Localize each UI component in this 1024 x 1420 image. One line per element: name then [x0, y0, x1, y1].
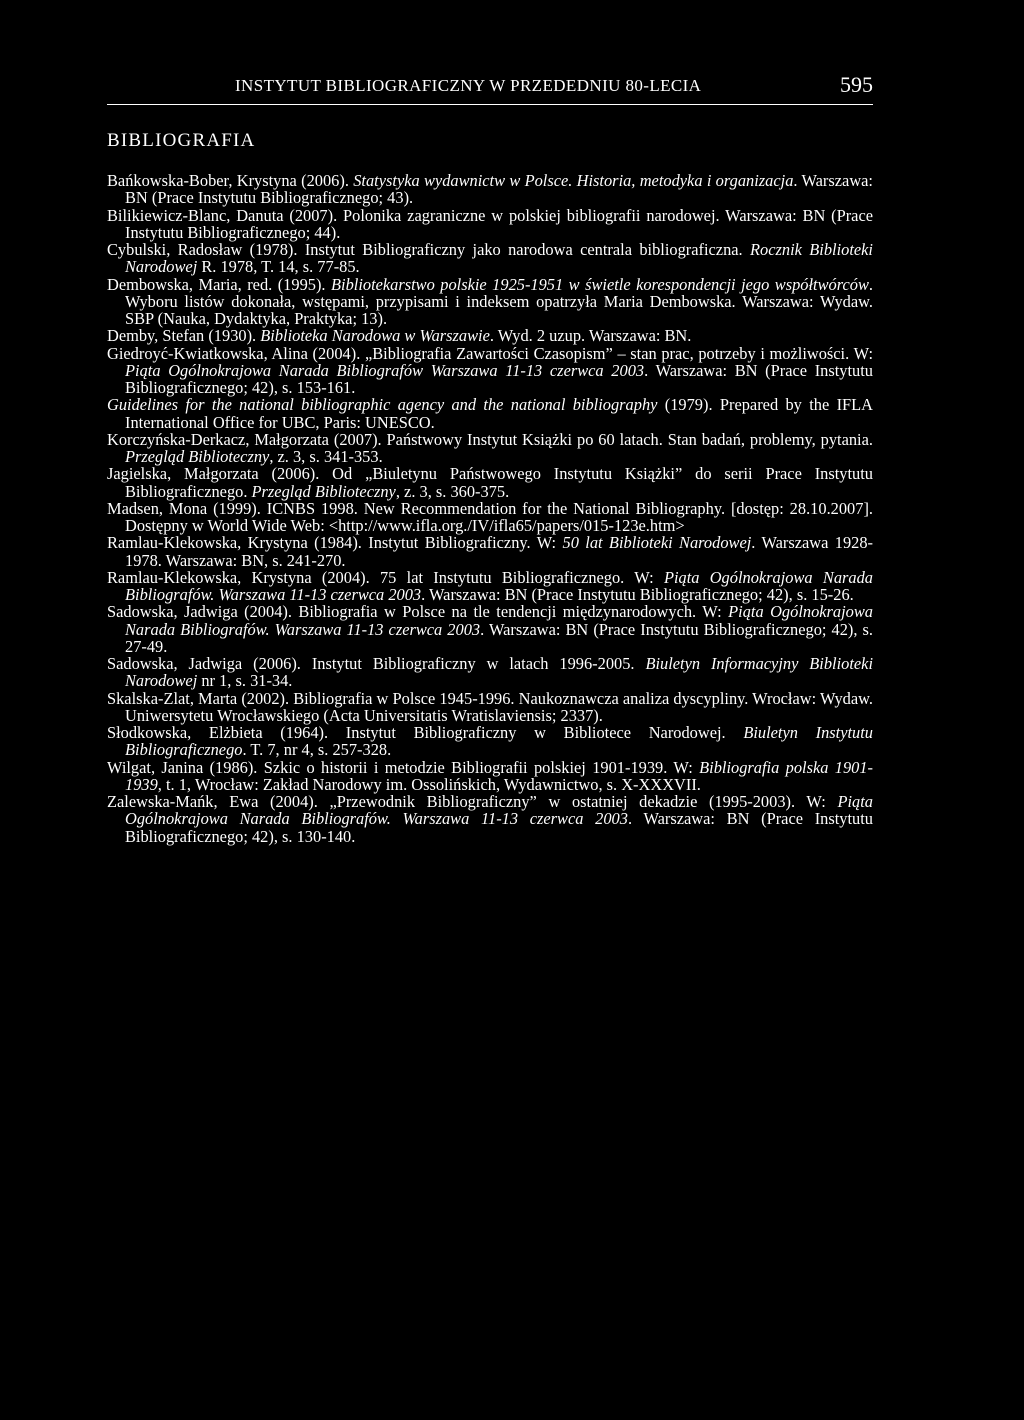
- bibliography-entry: [107, 498, 873, 535]
- bibliography-entry: [107, 654, 873, 691]
- bibliography-entry: [107, 171, 873, 208]
- running-header: [107, 72, 873, 105]
- entry-text: Korczyńska-Derkacz, Małgorzata (2007). Państwowy Instytut Książki po 60 latach. Stan badań, problemy, pytania.: [107, 429, 873, 449]
- entry-text: Bańkowska-Bober, Krystyna (2006).: [107, 171, 354, 190]
- entry-title-italic: Biuletyn Informacyjny Biblioteki Narodowej: [125, 654, 873, 691]
- entry-title-italic: Bibliografia polska 1901-1939: [125, 757, 873, 794]
- bibliography-entry: [107, 792, 873, 846]
- entry-title-italic: Piąta Ogólnokrajowa Narada Bibliografów. Warszawa 11-13 czerwca 2003: [125, 567, 873, 604]
- entry-title-italic: Piąta Ogólnokrajowa Narada Bibliografów. Warszawa 11-13 czerwca 2003: [125, 602, 873, 639]
- entry-text: Jagielska, Małgorzata (2006). Od „Biuletynu Państwowego Instytutu Książki” do serii Prace Instytutu Bibliograficznego.: [107, 464, 873, 501]
- bibliography-entry: [107, 395, 873, 432]
- bibliography-entry: [107, 602, 873, 656]
- bibliography-entry: [107, 464, 873, 501]
- entry-text: . Warszawa: BN (Prace Instytutu Bibliograficznego; 42), s. 27-49.: [125, 619, 873, 656]
- entry-text: Ramlau-Klekowska, Krystyna (2004). 75 lat Instytutu Bibliograficznego. W:: [107, 567, 664, 587]
- entry-text: . Warszawa 1928-1978. Warszawa: BN, s. 241-270.: [125, 533, 873, 570]
- entry-text: nr 1, s. 31-34.: [197, 671, 293, 691]
- entry-text: Ramlau-Klekowska, Krystyna (1984). Instytut Bibliograficzny. W:: [107, 533, 563, 553]
- entry-text: Madsen, Mona (1999). ICNBS 1998. New Recommendation for the National Bibliography. [dostęp: 28.10.2007]. Dostępny w World Wide Web: <http://www.ifla.org./IV/ifla65/papers/015-123e.htm>: [107, 498, 873, 535]
- page-number: 595: [840, 72, 873, 97]
- entry-title-italic: Piąta Ogólnokrajowa Narada Bibliografów. Warszawa 11-13 czerwca 2003: [125, 792, 873, 829]
- entry-text: . Warszawa: BN (Prace Instytutu Bibliograficznego; 43).: [125, 171, 873, 208]
- bibliography-entry: [107, 723, 873, 760]
- entry-text: Słodkowska, Elżbieta (1964). Instytut Bibliograficzny w Bibliotece Narodowej.: [107, 723, 744, 742]
- entry-title-italic: Biblioteka Narodowa w Warszawie: [260, 326, 490, 346]
- bibliography-entry: [107, 240, 873, 277]
- entry-text: , z. 3, s. 341-353.: [269, 447, 383, 466]
- entry-text: R. 1978, T. 14, s. 77-85.: [197, 257, 360, 277]
- entry-title-italic: Guidelines for the national bibliographic agency and the national bibliography: [107, 395, 658, 415]
- bibliography-entry: [107, 343, 873, 397]
- entry-text: Sadowska, Jadwiga (2006). Instytut Bibliograficzny w latach 1996-2005.: [107, 654, 646, 673]
- entry-title-italic: Biuletyn Instytutu Bibliograficznego: [125, 723, 873, 760]
- entry-text: . T. 7, nr 4, s. 257-328.: [242, 740, 392, 760]
- entry-text: Demby, Stefan (1930).: [107, 326, 261, 346]
- entry-text: . Warszawa: BN (Prace Instytutu Bibliograficznego; 42), s. 15-26.: [421, 585, 854, 604]
- bibliography-entry: [107, 205, 873, 242]
- running-title: INSTYTUT BIBLIOGRAFICZNY W PRZEDEDNIU 80-LECIA: [235, 76, 702, 95]
- entry-text: Sadowska, Jadwiga (2004). Bibliografia w Polsce na tle tendencji międzynarodowych. W:: [107, 602, 729, 622]
- entry-text: (1979). Prepared by the IFLA International Office for UBC, Paris: UNESCO.: [125, 395, 873, 432]
- entry-text: Wilgat, Janina (1986). Szkic o historii i metodzie Bibliografii polskiej 1901-1939. W:: [107, 757, 700, 777]
- entry-text: . Wyboru listów dokonała, wstępami, przypisami i indeksem opatrzyła Maria Dembowska. Warszawa: Wydaw. SBP (Nauka, Dydaktyka, Praktyka; 13).: [125, 274, 873, 328]
- entry-text: Cybulski, Radosław (1978). Instytut Bibliograficzny jako narodowa centrala bibliograficzna.: [107, 240, 751, 259]
- entry-title-italic: Piąta Ogólnokrajowa Narada Bibliografów Warszawa 11-13 czerwca 2003: [125, 360, 645, 380]
- entry-title-italic: 50 lat Biblioteki Narodowej: [562, 533, 752, 553]
- entry-text: . Wyd. 2 uzup. Warszawa: BN.: [489, 326, 692, 346]
- entry-text: Skalska-Zlat, Marta (2002). Bibliografia w Polsce 1945-1996. Naukoznawcza analiza dyscypliny. Wrocław: Wydaw. Uniwersytetu Wrocławskiego (Acta Universitatis Wratislaviensis; 2337).: [107, 688, 873, 725]
- entry-text: . Warszawa: BN (Prace Instytutu Bibliograficznego; 42), s. 153-161.: [125, 360, 873, 397]
- entry-text: Bilikiewicz-Blanc, Danuta (2007). Polonika zagraniczne w polskiej bibliografii narodowej. Warszawa: BN (Prace Instytutu Bibliograficznego; 44).: [107, 205, 873, 242]
- bibliography-entry: [107, 688, 873, 725]
- section-heading: BIBLIOGRAFIA: [107, 130, 256, 151]
- entry-text: . Warszawa: BN (Prace Instytutu Bibliograficznego; 42), s. 130-140.: [125, 809, 873, 846]
- bibliography-list: [107, 172, 873, 845]
- entry-text: , z. 3, s. 360-375.: [395, 481, 510, 501]
- entry-title-italic: Przegląd Biblioteczny: [125, 447, 270, 466]
- entry-text: , t. 1, Wrocław: Zakład Narodowy im. Ossolińskich, Wydawnictwo, s. X-XXXVII.: [157, 774, 701, 794]
- entry-title-italic: Statystyka wydawnictw w Polsce. Historia, metodyka i organizacja: [353, 171, 794, 190]
- entry-title-italic: Przegląd Biblioteczny: [251, 481, 396, 501]
- bibliography-entry: [107, 533, 873, 570]
- entry-title-italic: Bibliotekarstwo polskie 1925-1951 w świetle korespondencji jego współtwórców: [331, 274, 869, 294]
- bibliography-entry: [107, 567, 873, 604]
- entry-text: Dembowska, Maria, red. (1995).: [107, 274, 331, 294]
- entry-text: Zalewska-Mańk, Ewa (2004). „Przewodnik Bibliograficzny” w ostatniej dekadzie (1995-2003). W:: [107, 792, 838, 811]
- entry-text: Giedroyć-Kwiatkowska, Alina (2004). „Bibliografia Zawartości Czasopism” – stan prac, potrzeby i możliwości. W:: [107, 343, 873, 363]
- bibliography-entry: [107, 326, 873, 346]
- bibliography-entry: [107, 429, 873, 466]
- bibliography-entry: [107, 757, 873, 794]
- bibliography-entry: [107, 274, 873, 328]
- entry-title-italic: Rocznik Biblioteki Narodowej: [125, 240, 873, 277]
